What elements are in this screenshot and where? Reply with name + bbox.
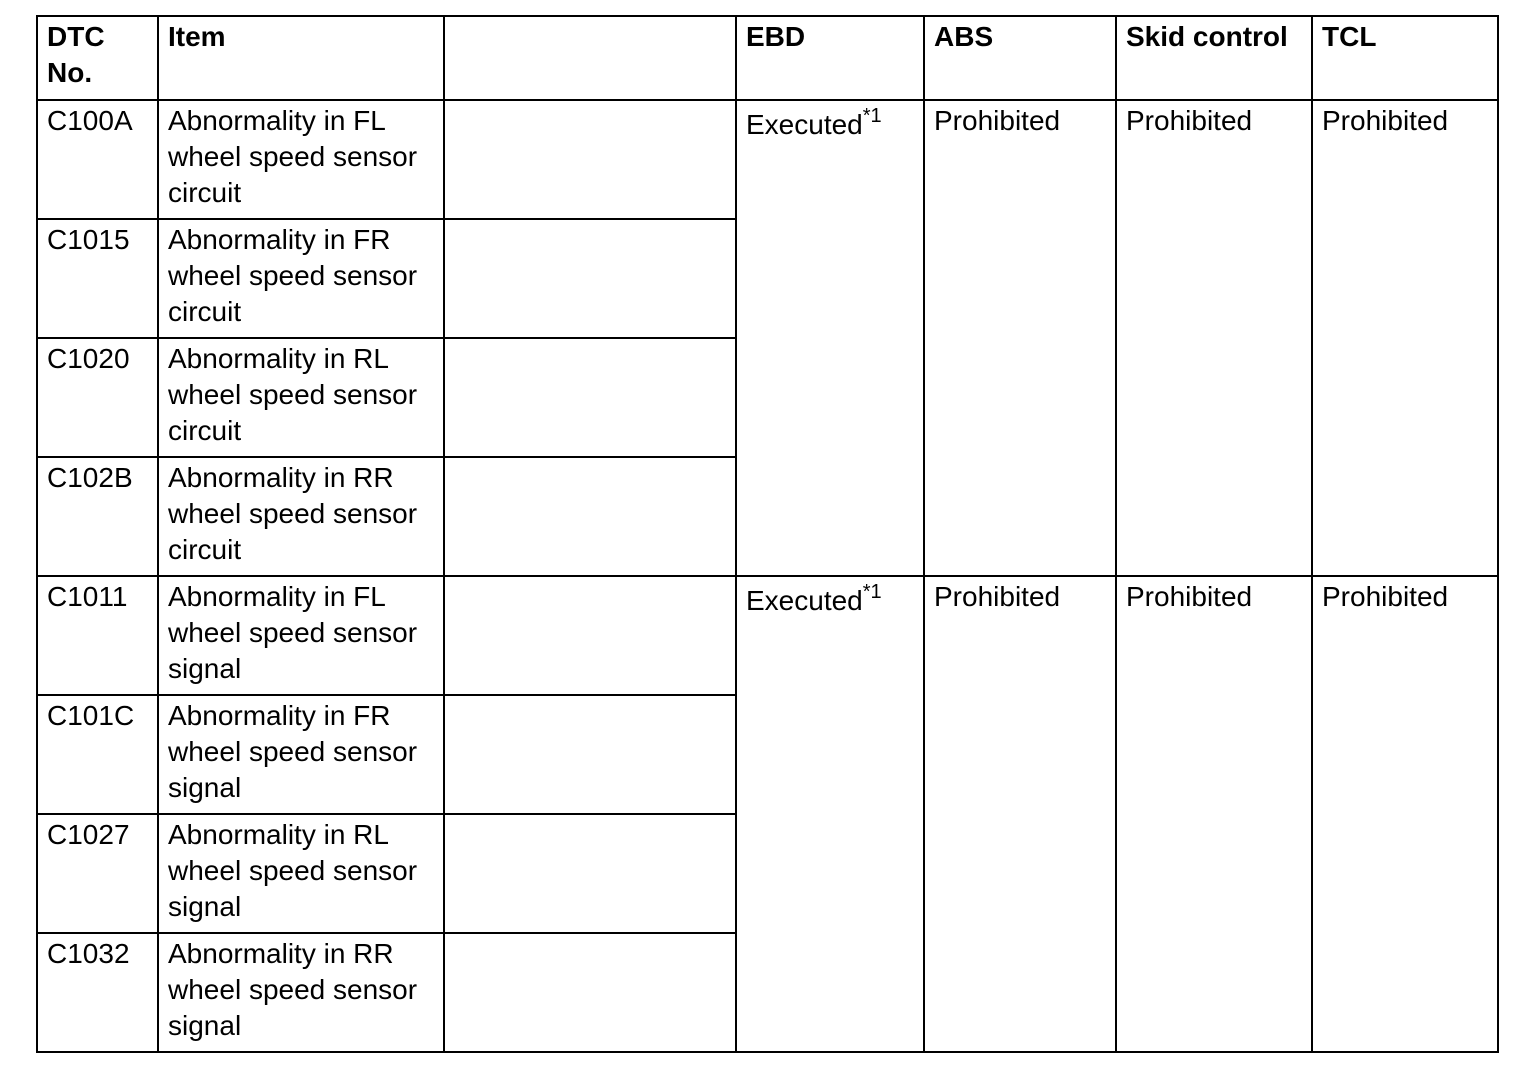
table-row [37,576,1498,695]
header-blank [444,16,736,100]
item-cell: Abnormality in FR wheel speed sensor signal [158,695,444,814]
tcl-cell: Prohibited [1312,100,1498,576]
item-cell: Abnormality in RR wheel speed sensor circuit [158,457,444,576]
header-abs: ABS [924,16,1116,100]
item-cell: Abnormality in FR wheel speed sensor circuit [158,219,444,338]
ebd-value: Executed [746,109,863,140]
dtc-code-cell: C100A [37,100,158,219]
tcl-cell: Prohibited [1312,576,1498,1052]
footnote-marker: *1 [862,104,882,127]
dtc-code-cell: C1027 [37,814,158,933]
header-item: Item [158,16,444,100]
header-row [37,16,1498,100]
abs-cell: Prohibited [924,100,1116,576]
header-tcl: TCL [1312,16,1498,100]
header-dtc-no: DTC No. [37,16,158,100]
dtc-code-cell: C1032 [37,933,158,1052]
header-skid-control: Skid control [1116,16,1312,100]
item-cell: Abnormality in FL wheel speed sensor circuit [158,100,444,219]
ebd-cell [736,100,924,576]
item-cell: Abnormality in FL wheel speed sensor signal [158,576,444,695]
blank-cell [444,814,736,933]
blank-cell [444,219,736,338]
skid-control-cell: Prohibited [1116,576,1312,1052]
dtc-code-cell: C101C [37,695,158,814]
abs-cell: Prohibited [924,576,1116,1052]
blank-cell [444,576,736,695]
item-cell: Abnormality in RL wheel speed sensor signal [158,814,444,933]
dtc-code-cell: C1011 [37,576,158,695]
ebd-value: Executed [746,585,863,616]
ebd-cell [736,576,924,1052]
dtc-code-cell: C102B [37,457,158,576]
dtc-code-cell: C1020 [37,338,158,457]
blank-cell [444,457,736,576]
blank-cell [444,100,736,219]
item-cell: Abnormality in RL wheel speed sensor circuit [158,338,444,457]
header-ebd: EBD [736,16,924,100]
dtc-code-cell: C1015 [37,219,158,338]
skid-control-cell: Prohibited [1116,100,1312,576]
dtc-table [36,15,1499,1053]
blank-cell [444,695,736,814]
footnote-marker: *1 [862,580,882,603]
item-cell: Abnormality in RR wheel speed sensor signal [158,933,444,1052]
table-row [37,100,1498,219]
blank-cell [444,933,736,1052]
blank-cell [444,338,736,457]
